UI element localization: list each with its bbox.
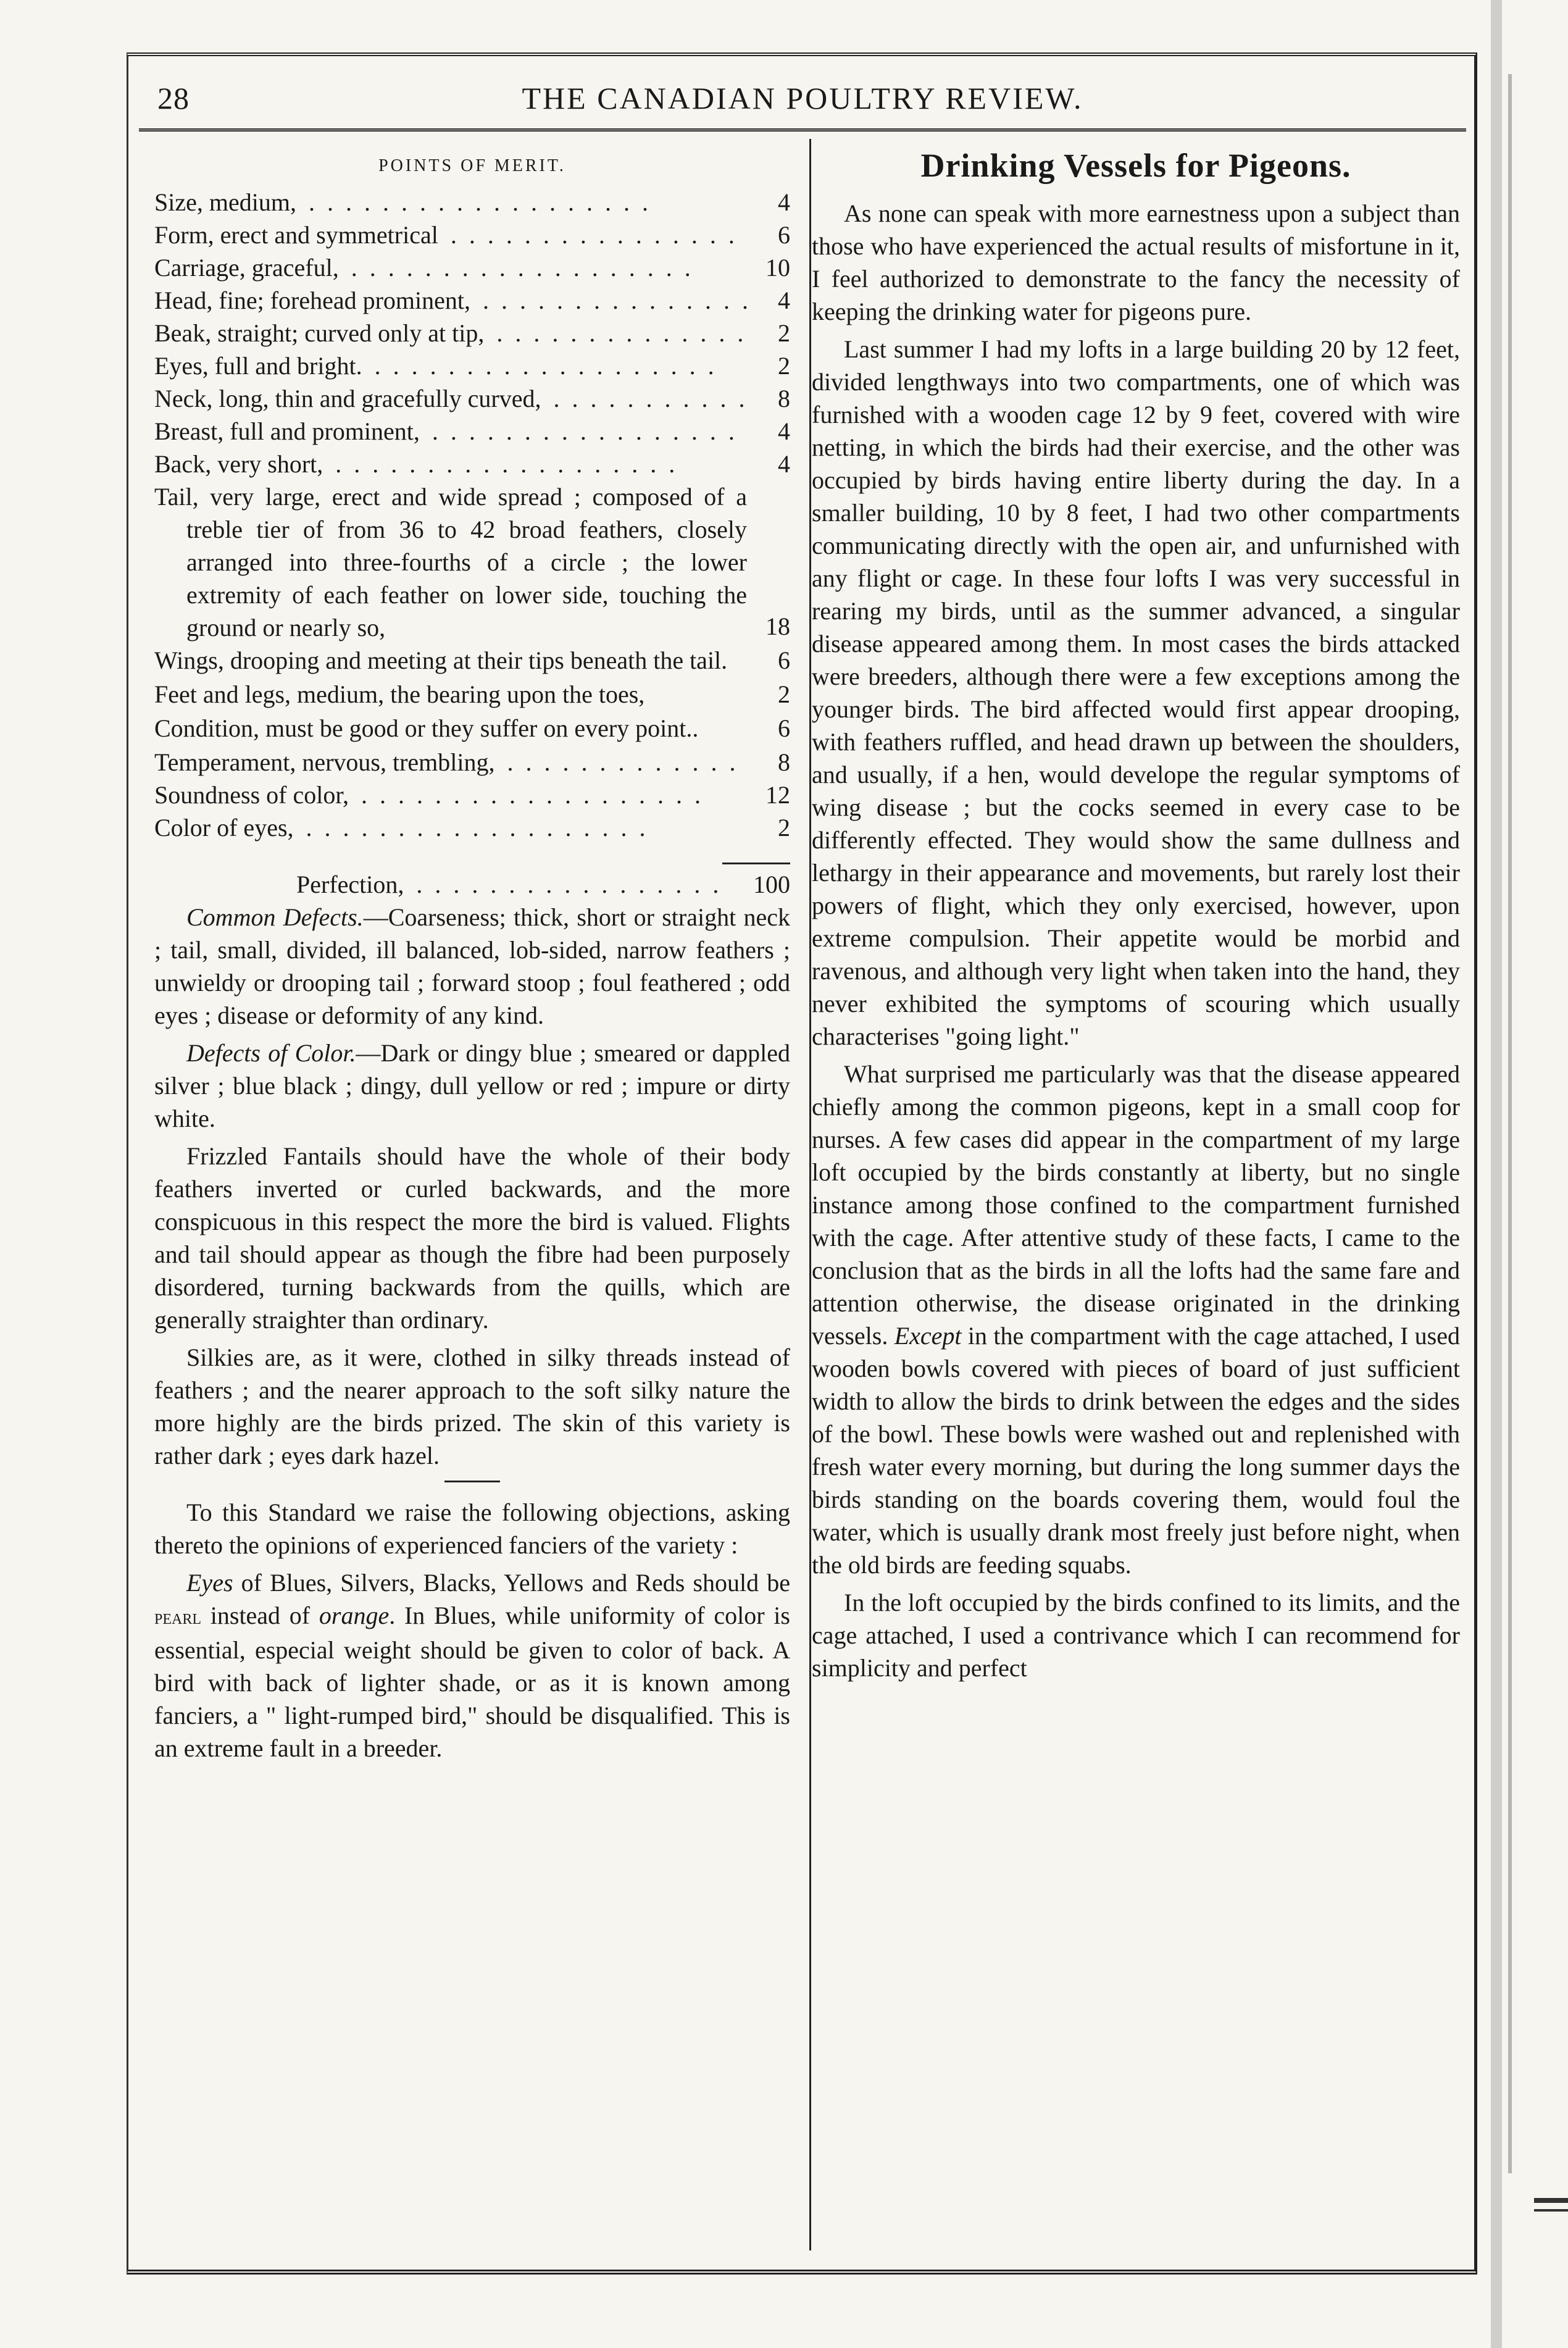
scan-edge-marks [1485,0,1568,2348]
merit-label: Soundness of color, . . [154,779,747,811]
silkies-paragraph: Silkies are, as it were, clothed in silky threads instead of feathers ; and the nearer approach to the soft silky nature the more highly are the birds prized. The skin of this variety is rather dark ; eyes dark hazel. [154,1343,790,1469]
merit-row [154,382,790,415]
merit-row [154,415,790,448]
merit-row [154,284,790,317]
merit-value: 4 [778,188,790,216]
merit-label: Form, erect and symmetrical . . [154,219,747,251]
header-rule [139,128,1466,132]
merit-label: Eyes, full and bright. . . [154,349,747,382]
merit-value: 10 [765,254,790,282]
article-paragraph-1: As none can speak with more earnestness upon a subject than those who have experienced the actual results of misfortune in it, I feel authorized to demonstrate to the fancy the necessity of keeping the drinking water for pigeons pure. [812,199,1460,325]
merit-value: 8 [778,385,790,412]
running-header [151,80,1454,123]
merit-row [154,349,790,382]
article-title: Drinking Vessels for Pigeons. [920,147,1351,184]
merit-label: Beak, straight; curved only at tip, . . [154,317,747,349]
merit-label: Breast, full and prominent, . . [154,415,747,448]
merit-label: Back, very short, . . [154,448,747,480]
merit-row-feet: Feet and legs, medium, the bearing upon the toes, 2 [154,680,790,708]
merit-row [154,746,790,779]
merit-row-condition: Condition, must be good or they suffer on every point.. 6 [154,714,790,742]
merit-row [154,779,790,811]
merit-row-wings: Wings, drooping and meeting at their tips beneath the tail. 6 [154,646,790,674]
eyes-paragraph: Eyes of Blues, Silvers, Blacks, Yellows and Reds should be pearl instead of orange. In Blues, while uniformity of color is essential, especial weight should be given to color of back. A bird with back of lighter shade, or as it is known among fanciers, a " light-rumped bird," should be disqualified. This is an extreme fault in a breeder. [154,1569,790,1762]
merit-value: 2 [778,814,790,842]
points-list [154,186,790,480]
merit-label: Color of eyes, . . [154,811,747,844]
section-rule [444,1481,500,1482]
right-column [812,142,1460,1689]
merit-value: 4 [778,286,790,314]
merit-value: 2 [778,352,790,380]
merit-label: Size, medium, . . [154,186,747,219]
points-of-merit-heading: POINTS OF MERIT. [378,156,566,175]
merit-row [154,448,790,480]
page-number: 28 [157,81,190,115]
merit-row [154,811,790,844]
merit-value: 8 [778,748,790,776]
article-paragraph-4: In the loft occupied by the birds confined to its limits, and the cage attached, I used a contrivance which I can recommend for simplicity and perfect [812,1589,1460,1682]
merit-label: Temperament, nervous, trembling, . . [154,746,747,779]
merit-label: Head, fine; forehead prominent, . . [154,284,747,317]
merit-row [154,186,790,219]
frizzled-paragraph: Frizzled Fantails should have the whole of their body feathers inverted or curled backwards, and the more conspicuous in this respect the more the bird is valued. Flights and tail should appear as though the fibre had been purposely disordered, turning backwards from the quills, which are generally straighter than ordinary. [154,1142,790,1334]
perfection-total: Perfection, . . 100 [154,858,790,901]
points-list-2 [154,746,790,844]
journal-title: THE CANADIAN POULTRY REVIEW. [522,81,1083,115]
merit-row [154,219,790,251]
merit-value: 6 [778,221,790,249]
article-paragraph-3: What surprised me particularly was that the disease appeared chiefly among the common pigeons, kept in a small coop for nurses. A few cases did appear in the compartment of my large loft occupied by the birds constantly at liberty, but no single instance among those confined to the compartment furnished with the cage. After attentive study of these facts, I came to the conclusion that as the birds in all the lofts had the same fare and attention otherwise, the disease originated in the drinking vessels. Except in the compartment with the cage attached, I used wooden bowls covered with pieces of board of just sufficient width to allow the birds to drink between the edges and the sides of the bowl. These bowls were washed out and replenished with fresh water every morning, but during the long summer days the birds standing on the boards covering them, would foul the water, which is usually drank most freely just before night, when the old birds are feeding squabs. [812,1060,1461,1579]
column-divider [809,139,811,2250]
merit-row [154,251,790,284]
merit-row-tail: Tail, very large, erect and wide spread ; composed of a treble tier of from 36 to 42 broad feathers, closely arranged into three-fourths of a circle ; the lower extremity of each feather on lower side, touching the ground or nearly so, 18 [154,483,790,641]
merit-label: Neck, long, thin and gracefully curved, . . [154,382,747,415]
merit-label: Carriage, graceful, . . [154,251,747,284]
common-defects-paragraph: Common Defects.—Coarseness; thick, short or straight neck ; tail, small, divided, ill balanced, lob-sided, narrow feathers ; unwieldy or drooping tail ; forward stoop ; foul feathered ; odd eyes ; disease or deformity of any kind. [154,903,790,1029]
merit-row [154,317,790,349]
objections-paragraph: To this Standard we raise the following objections, asking thereto the opinions of experienced fanciers of the variety : [154,1498,790,1559]
merit-value: 2 [778,319,790,347]
article-paragraph-2: Last summer I had my lofts in a large building 20 by 12 feet, divided lengthways into two compartments, one of which was furnished with a wooden cage 12 by 9 feet, covered with wire netting, in which the birds had their exercise, and the other was occupied by birds having entire liberty during the day. In a smaller building, 10 by 8 feet, I had two other compartments communicating directly with the open air, and unfurnished with any flight or cage. In these four lofts I was very successful in rearing my birds, until as the summer advanced, a singular disease appeared among them. In most cases the birds attacked were breeders, although there were a few exceptions among the younger birds. The bird affected would first appear drooping, with feathers ruffled, and head drawn up between the shoulders, and usually, if a hen, would develope the regular symptoms of wing disease ; but the cocks seemed in every case to be differently effected. They would show the same dullness and lethargy in their appearance and movements, but rarely lost their powers of flight, which they only exercised, however, upon extreme compulsion. Their appetite would be morbid and ravenous, and although very light when taken into the hand, they never exhibited the symptoms of scouring which usually characterises "going light." [812,335,1460,1050]
left-column [154,142,790,1769]
merit-value: 4 [778,450,790,478]
merit-value: 4 [778,417,790,445]
merit-value: 12 [765,781,790,809]
defects-of-color-paragraph: Defects of Color.—Dark or dingy blue ; smeared or dappled silver ; blue black ; dingy, dull yellow or red ; impure or dirty white. [154,1039,791,1132]
